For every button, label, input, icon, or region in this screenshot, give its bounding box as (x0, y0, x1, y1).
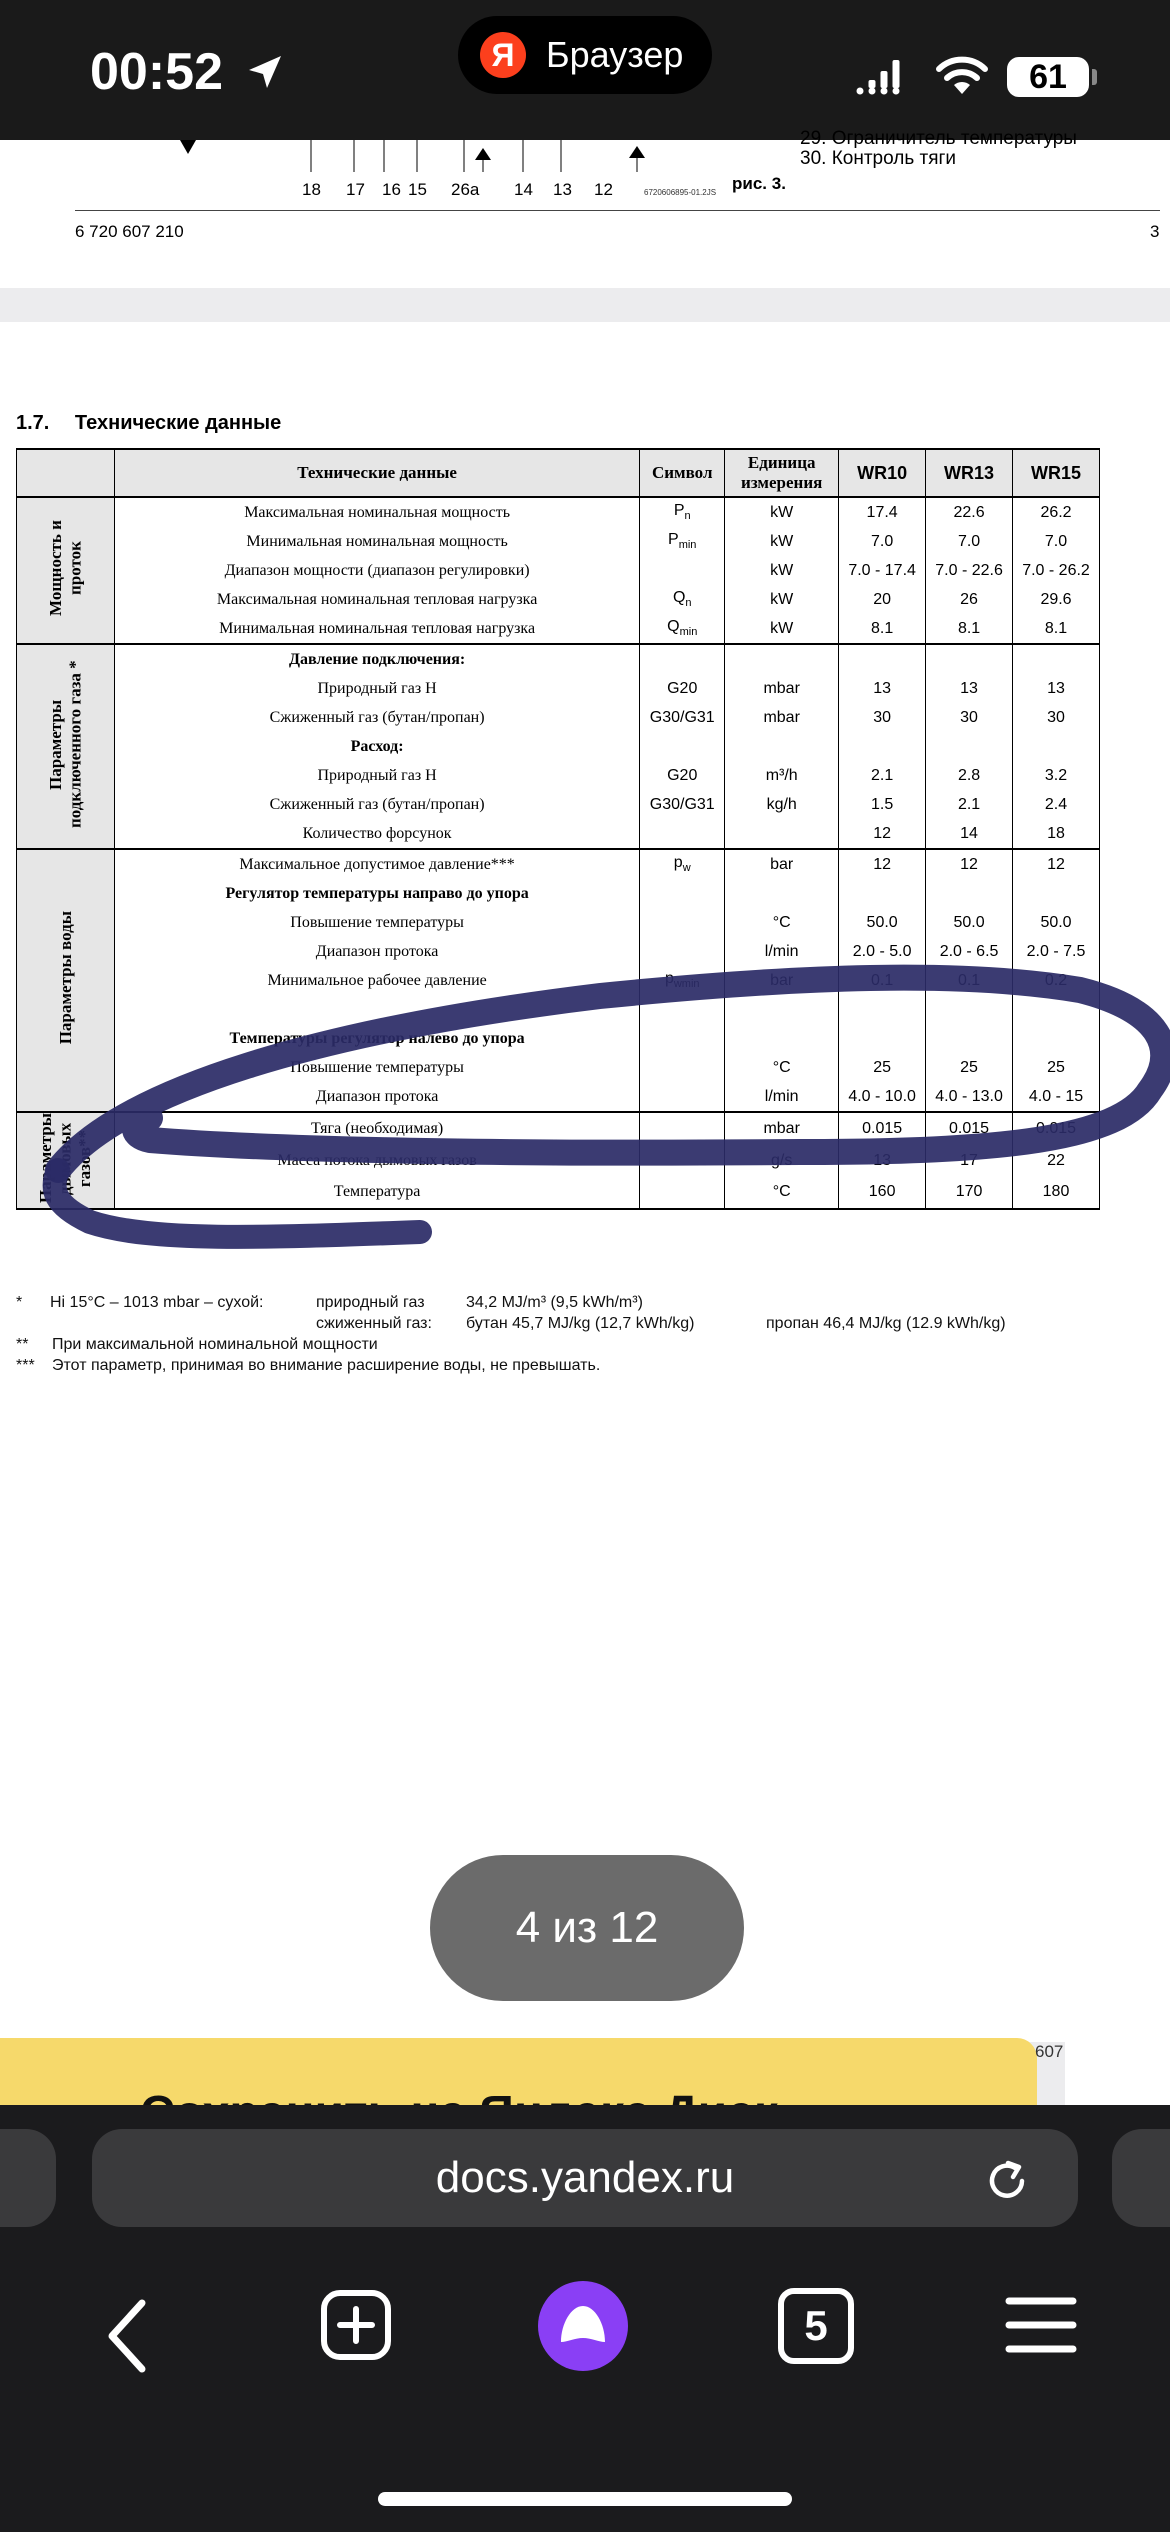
value-cell: 2.0 - 5.0 (839, 937, 926, 966)
symbol-cell (640, 995, 725, 1024)
unit-cell: kW (725, 527, 839, 556)
page-number: 3 (1150, 222, 1160, 241)
table-row (17, 966, 1100, 995)
value-cell: 14 (926, 819, 1013, 849)
new-tab-icon[interactable] (318, 2287, 394, 2363)
value-cell: 0.1 (839, 966, 926, 995)
value-cell: 30 (926, 703, 1013, 732)
value-cell: 25 (926, 1053, 1013, 1082)
status-bar (0, 0, 1170, 140)
symbol-cell (640, 1112, 725, 1145)
footnote-1-natural-gas: природный газ (316, 1294, 425, 1311)
symbol-cell: $P_{min}$ (640, 527, 725, 556)
section-heading (16, 412, 281, 435)
value-cell: 0.1 (926, 966, 1013, 995)
table-row (17, 1176, 1100, 1209)
symbol-cell (640, 644, 725, 674)
figure-caption: рис. 3. (732, 174, 786, 193)
param-cell: Повышение температуры (114, 908, 639, 937)
table-header-row (17, 449, 1100, 497)
param-cell: Минимальная номинальная мощность (114, 527, 639, 556)
value-cell (1013, 732, 1100, 761)
table-row (17, 879, 1100, 908)
value-cell: 18 (1013, 819, 1100, 849)
legend-item-30: 30. Контроль тяги (800, 148, 957, 169)
callout-26a: 26a (451, 180, 480, 199)
reload-icon[interactable] (982, 2155, 1032, 2205)
param-cell: Температура (114, 1176, 639, 1209)
value-cell: 2.4 (1013, 790, 1100, 819)
value-cell: 2.0 - 7.5 (1013, 937, 1100, 966)
value-cell: 2.1 (839, 761, 926, 790)
value-cell: 1.5 (839, 790, 926, 819)
value-cell: 0.015 (839, 1112, 926, 1145)
symbol-cell (640, 1145, 725, 1177)
value-cell: 26 (926, 585, 1013, 614)
unit-cell: mbar (725, 1112, 839, 1145)
value-cell: 13 (1013, 674, 1100, 703)
value-cell: 8.1 (926, 614, 1013, 644)
table-row (17, 527, 1100, 556)
table-row (17, 908, 1100, 937)
value-cell: 30 (1013, 703, 1100, 732)
value-cell (839, 644, 926, 674)
value-cell (839, 732, 926, 761)
table-row (17, 937, 1100, 966)
value-cell: 25 (1013, 1053, 1100, 1082)
value-cell (1013, 879, 1100, 908)
unit-cell: l/min (725, 937, 839, 966)
tabs-counter-button[interactable] (778, 2288, 854, 2364)
footer-rule (75, 210, 1160, 211)
back-arrow-icon[interactable] (100, 2291, 160, 2381)
value-cell: 7.0 (839, 527, 926, 556)
symbol-cell (640, 732, 725, 761)
table-row (17, 790, 1100, 819)
header-model-wr15: WR15 (1013, 449, 1100, 497)
wifi-icon (935, 56, 989, 96)
group-label-text: Параметры подключенного газа * (45, 660, 85, 828)
unit-cell: kg/h (725, 790, 839, 819)
symbol-cell: G20 (640, 761, 725, 790)
unit-cell: g/s (725, 1145, 839, 1177)
header-blank (17, 449, 115, 497)
value-cell (926, 995, 1013, 1024)
symbol-cell (640, 937, 725, 966)
value-cell (926, 732, 1013, 761)
symbol-cell (640, 1176, 725, 1209)
symbol-cell (640, 908, 725, 937)
alice-assistant-icon[interactable] (537, 2280, 629, 2372)
param-cell: Сжиженный газ (бутан/пропан) (114, 703, 639, 732)
table-row (17, 1053, 1100, 1082)
unit-cell (725, 1024, 839, 1053)
value-cell: 2.0 - 6.5 (926, 937, 1013, 966)
unit-cell (725, 995, 839, 1024)
callout-15: 15 (408, 180, 427, 199)
value-cell: 0.2 (1013, 966, 1100, 995)
header-model-wr10: WR10 (839, 449, 926, 497)
value-cell (926, 879, 1013, 908)
symbol-cell: $Q_{min}$ (640, 614, 725, 644)
footnote-3-text: Этот параметр, принимая во внимание расширение воды, не превышать. (52, 1357, 601, 1374)
legend-item-29: 29. Ограничитель температуры (800, 128, 1077, 149)
value-cell: 7.0 (926, 527, 1013, 556)
value-cell: 12 (839, 849, 926, 879)
table-row (17, 1145, 1100, 1177)
param-cell: Диапазон мощности (диапазон регулировки) (114, 556, 639, 585)
unit-cell: l/min (725, 1082, 839, 1112)
param-cell: Природный газ H (114, 674, 639, 703)
table-row (17, 703, 1100, 732)
value-cell: 13 (926, 674, 1013, 703)
value-cell: 50.0 (926, 908, 1013, 937)
value-cell (926, 644, 1013, 674)
param-cell: Минимальное рабочее давление (114, 966, 639, 995)
param-cell: Регулятор температуры направо до упора (114, 879, 639, 908)
unit-cell: °C (725, 1053, 839, 1082)
group-label-text: Параметры воды (55, 911, 75, 1045)
table-row (17, 614, 1100, 644)
value-cell: 22 (1013, 1145, 1100, 1177)
document-number: 6 720 607 210 (75, 222, 184, 241)
footnote-2-text: При максимальной номинальной мощности (52, 1336, 378, 1353)
symbol-cell (640, 1053, 725, 1082)
value-cell: 4.0 - 13.0 (926, 1082, 1013, 1112)
symbol-cell: G20 (640, 674, 725, 703)
header-model-wr13: WR13 (926, 449, 1013, 497)
value-cell: 160 (839, 1176, 926, 1209)
value-cell: 17 (926, 1145, 1013, 1177)
symbol-cell: $p_{wmin}$ (640, 966, 725, 995)
footnote-1-condition: Hi 15°C – 1013 mbar – сухой: (50, 1294, 264, 1311)
param-cell: Тяга (необходимая) (114, 1112, 639, 1145)
section-title: Технические данные (74, 412, 282, 434)
table-row (17, 761, 1100, 790)
value-cell: 180 (1013, 1176, 1100, 1209)
value-cell: 4.0 - 10.0 (839, 1082, 926, 1112)
unit-cell: kW (725, 497, 839, 527)
table-row (17, 732, 1100, 761)
param-cell: Максимальная номинальная тепловая нагрузка (114, 585, 639, 614)
unit-cell: m³/h (725, 761, 839, 790)
value-cell: 3.2 (1013, 761, 1100, 790)
app-name: Браузер (546, 34, 684, 75)
unit-cell: °C (725, 908, 839, 937)
table-row (17, 1082, 1100, 1112)
param-cell: Повышение температуры (114, 1053, 639, 1082)
unit-cell: mbar (725, 674, 839, 703)
section-number: 1.7. (16, 412, 50, 434)
value-cell: 12 (926, 849, 1013, 879)
value-cell: 22.6 (926, 497, 1013, 527)
previous-page-fragment (0, 128, 1170, 288)
callout-14: 14 (514, 180, 533, 199)
footnote-1-lpg: сжиженный газ: (316, 1315, 432, 1332)
group-label-text: Мощность и проток (45, 520, 85, 616)
param-cell: Максимальное допустимое давление*** (114, 849, 639, 879)
value-cell: 17.4 (839, 497, 926, 527)
header-unit: Единица измерения (725, 449, 839, 497)
value-cell: 7.0 (1013, 527, 1100, 556)
location-arrow-icon (245, 52, 285, 92)
table-row (17, 497, 1100, 527)
symbol-cell (640, 879, 725, 908)
symbol-cell: $Q_n$ (640, 585, 725, 614)
unit-cell (725, 819, 839, 849)
unit-cell (725, 732, 839, 761)
symbol-cell (640, 556, 725, 585)
param-cell: Температуры регулятор налево до упора (114, 1024, 639, 1053)
param-cell: Диапазон протока (114, 1082, 639, 1112)
pdf-page (0, 322, 1170, 2042)
value-cell: 2.8 (926, 761, 1013, 790)
param-cell: Сжиженный газ (бутан/пропан) (114, 790, 639, 819)
unit-cell (725, 644, 839, 674)
group-label (17, 497, 115, 644)
clock: 00:52 (90, 43, 223, 101)
callout-17: 17 (346, 180, 365, 199)
symbol-cell: G30/G31 (640, 790, 725, 819)
cellular-signal-icon (856, 58, 916, 98)
param-cell: Расход: (114, 732, 639, 761)
symbol-cell (640, 1082, 725, 1112)
table-row (17, 995, 1100, 1024)
value-cell (839, 1024, 926, 1053)
callout-16: 16 (382, 180, 401, 199)
value-cell: 26.2 (1013, 497, 1100, 527)
table-row (17, 1112, 1100, 1145)
value-cell: 0.015 (1013, 1112, 1100, 1145)
value-cell (1013, 1024, 1100, 1053)
value-cell: 50.0 (839, 908, 926, 937)
unit-cell: °C (725, 1176, 839, 1209)
value-cell (1013, 644, 1100, 674)
unit-cell: kW (725, 585, 839, 614)
table-row (17, 556, 1100, 585)
param-cell: Количество форсунок (114, 819, 639, 849)
param-cell: Давление подключения: (114, 644, 639, 674)
browser-toolbar (0, 2105, 1170, 2532)
value-cell (839, 995, 926, 1024)
menu-icon[interactable] (1005, 2293, 1077, 2357)
footnote-2-mark: ** (16, 1336, 29, 1353)
symbol-cell (640, 819, 725, 849)
group-label-text: Параметры дымовых газов** (36, 1113, 95, 1204)
footnote-1-mark: * (16, 1294, 23, 1311)
value-cell: 8.1 (1013, 614, 1100, 644)
page-indicator: 4 из 12 (430, 1855, 744, 2001)
value-cell: 25 (839, 1053, 926, 1082)
symbol-cell: G30/G31 (640, 703, 725, 732)
group-label (17, 849, 115, 1112)
specs-table (16, 448, 1100, 1210)
value-cell: 20 (839, 585, 926, 614)
table-row (17, 819, 1100, 849)
footnote-1-propane: пропан 46,4 MJ/kg (12.9 kWh/kg) (766, 1315, 1006, 1332)
callout-12: 12 (594, 180, 613, 199)
tabs-count: 5 (804, 2302, 828, 2349)
value-cell: 4.0 - 15 (1013, 1082, 1100, 1112)
yandex-logo-icon: Я (480, 32, 526, 78)
table-row (17, 1024, 1100, 1053)
address-bar[interactable] (92, 2129, 1078, 2227)
next-tab-preview[interactable] (1112, 2129, 1170, 2227)
param-cell: Природный газ H (114, 761, 639, 790)
table-row (17, 849, 1100, 879)
value-cell (926, 1024, 1013, 1053)
symbol-cell: $p_w$ (640, 849, 725, 879)
previous-tab-preview[interactable] (0, 2129, 56, 2227)
callout-13: 13 (553, 180, 572, 199)
unit-cell: kW (725, 614, 839, 644)
value-cell: 13 (839, 674, 926, 703)
header-param: Технические данные (114, 449, 639, 497)
value-cell: 13 (839, 1145, 926, 1177)
figure-code: 6720606895-01.2JS (644, 188, 717, 197)
value-cell: 0.015 (926, 1112, 1013, 1145)
table-row (17, 674, 1100, 703)
group-label (17, 1112, 115, 1209)
value-cell: 7.0 - 22.6 (926, 556, 1013, 585)
value-cell: 12 (1013, 849, 1100, 879)
unit-cell: mbar (725, 703, 839, 732)
value-cell: 7.0 - 17.4 (839, 556, 926, 585)
value-cell: 30 (839, 703, 926, 732)
value-cell: 170 (926, 1176, 1013, 1209)
value-cell: 50.0 (1013, 908, 1100, 937)
value-cell: 7.0 - 26.2 (1013, 556, 1100, 585)
symbol-cell: $P_n$ (640, 497, 725, 527)
value-cell (839, 879, 926, 908)
param-cell (114, 995, 639, 1024)
value-cell: 29.6 (1013, 585, 1100, 614)
header-symbol: Символ (640, 449, 725, 497)
footnote-3-mark: *** (16, 1357, 35, 1374)
battery-tip (1092, 69, 1097, 85)
param-cell: Масса потока дымовых газов (114, 1145, 639, 1177)
table-row (17, 644, 1100, 674)
back-to-app-pill[interactable] (458, 16, 712, 94)
url-text: docs.yandex.ru (435, 2153, 735, 2202)
unit-cell: kW (725, 556, 839, 585)
group-label (17, 644, 115, 849)
footnote-1-butane: бутан 45,7 MJ/kg (12,7 kWh/kg) (466, 1315, 695, 1332)
value-cell (1013, 995, 1100, 1024)
next-page-number: 607 (1035, 2042, 1064, 2061)
param-cell: Минимальная номинальная тепловая нагрузка (114, 614, 639, 644)
table-row (17, 585, 1100, 614)
value-cell: 8.1 (839, 614, 926, 644)
param-cell: Максимальная номинальная мощность (114, 497, 639, 527)
symbol-cell (640, 1024, 725, 1053)
unit-cell: bar (725, 849, 839, 879)
value-cell: 12 (839, 819, 926, 849)
value-cell: 2.1 (926, 790, 1013, 819)
footnote-1-natural-gas-value: 34,2 MJ/m³ (9,5 kWh/m³) (466, 1294, 643, 1311)
unit-cell (725, 879, 839, 908)
battery-indicator: 61 (1007, 57, 1089, 97)
callout-18: 18 (302, 180, 321, 199)
home-indicator[interactable] (378, 2492, 792, 2506)
param-cell: Диапазон протока (114, 937, 639, 966)
unit-cell: bar (725, 966, 839, 995)
